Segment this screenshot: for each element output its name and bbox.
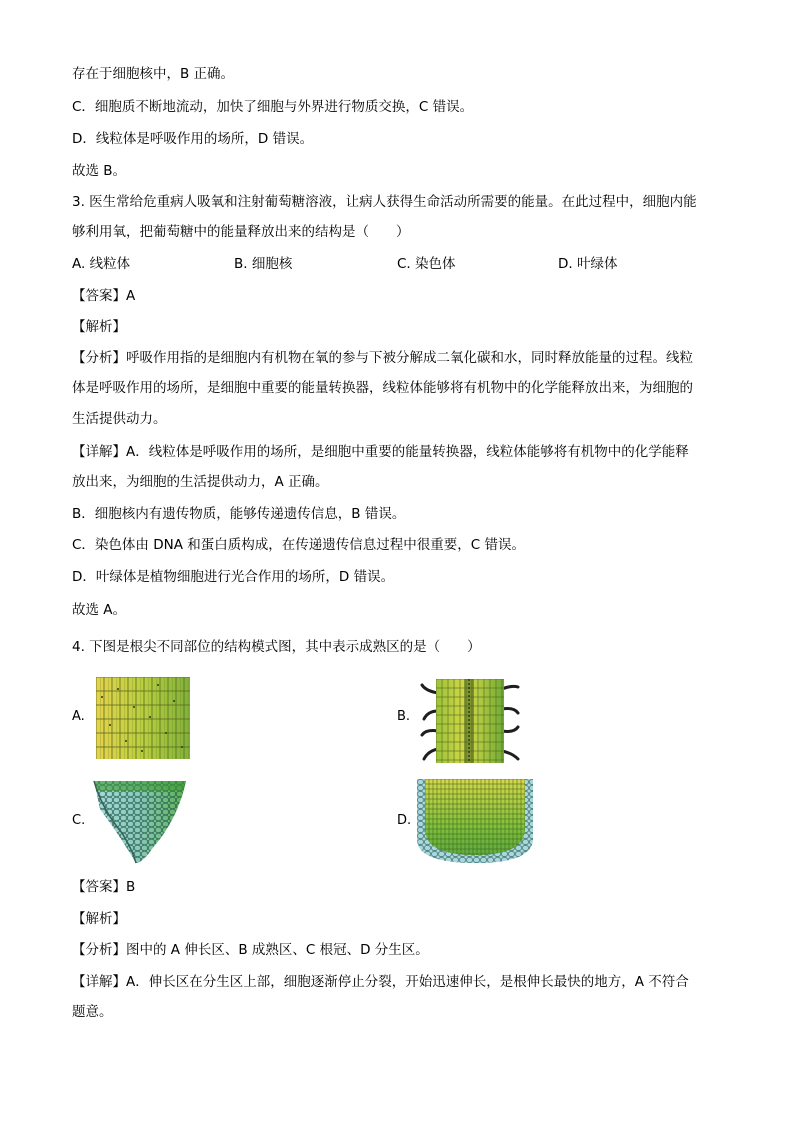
text-line: 存在于细胞核中，B 正确。 — [72, 66, 235, 82]
question-4-stem: 4. 下图是根尖不同部位的结构模式图，其中表示成熟区的是（ ） — [72, 639, 481, 655]
question-3-stem: 3. 医生常给危重病人吸氧和注射葡萄糖溶液，让病人获得生命活动所需要的能量。在此过程中，细胞内能 — [72, 194, 697, 210]
text-line: 放出来，为细胞的生活提供动力，A 正确。 — [72, 474, 329, 490]
text-line: D．线粒体是呼吸作用的场所，D 错误。 — [72, 131, 314, 147]
question-3-stem: 够利用氧，把葡萄糖中的能量释放出来的结构是（ ） — [72, 224, 410, 240]
text-line: D．叶绿体是植物细胞进行光合作用的场所，D 错误。 — [72, 569, 395, 585]
q4-label-a: A. — [72, 709, 85, 724]
q3-option-a: A. 线粒体 — [72, 256, 131, 272]
answer-label: 【答案】B — [72, 879, 136, 895]
text-line: 故选 B。 — [72, 163, 127, 179]
elongation-zone-image — [96, 677, 190, 759]
text-line: 题意。 — [72, 1004, 113, 1020]
text-line: C．细胞质不断地流动，加快了细胞与外界进行物质交换，C 错误。 — [72, 99, 474, 115]
root-cap-image — [92, 779, 188, 865]
text-line: 【详解】A．伸长区在分生区上部，细胞逐渐停止分裂，开始迅速伸长，是根伸长最快的地方，A 不符合 — [72, 974, 689, 990]
q3-option-b: B. 细胞核 — [234, 256, 293, 272]
q4-label-d: D. — [397, 813, 412, 828]
analysis-label: 【解析】 — [72, 319, 126, 335]
q3-option-c: C. 染色体 — [397, 256, 456, 272]
text-line: 【分析】呼吸作用指的是细胞内有机物在氧的参与下被分解成二氧化碳和水，同时释放能量的过程。线粒 — [72, 350, 693, 366]
meristem-zone-image — [417, 779, 533, 863]
text-line: 生活提供动力。 — [72, 411, 167, 427]
text-line: 体是呼吸作用的场所，是细胞中重要的能量转换器，线粒体能够将有机物中的化学能释放出来，为细胞的 — [72, 380, 693, 396]
text-line: B．细胞核内有遗传物质，能够传递遗传信息，B 错误。 — [72, 506, 406, 522]
answer-label: 【答案】A — [72, 288, 136, 304]
text-line: 【详解】A．线粒体是呼吸作用的场所，是细胞中重要的能量转换器，线粒体能够将有机物中的化学能释 — [72, 444, 689, 460]
analysis-label: 【解析】 — [72, 911, 126, 927]
text-line: C．染色体由 DNA 和蛋白质构成，在传递遗传信息过程中很重要，C 错误。 — [72, 537, 525, 553]
q4-label-c: C. — [72, 813, 86, 828]
text-line: 【分析】图中的 A 伸长区、B 成熟区、C 根冠、D 分生区。 — [72, 942, 429, 958]
text-line: 故选 A。 — [72, 602, 127, 618]
q4-label-b: B. — [397, 709, 411, 724]
q3-option-d: D. 叶绿体 — [558, 256, 618, 272]
maturation-zone-image — [418, 679, 522, 763]
